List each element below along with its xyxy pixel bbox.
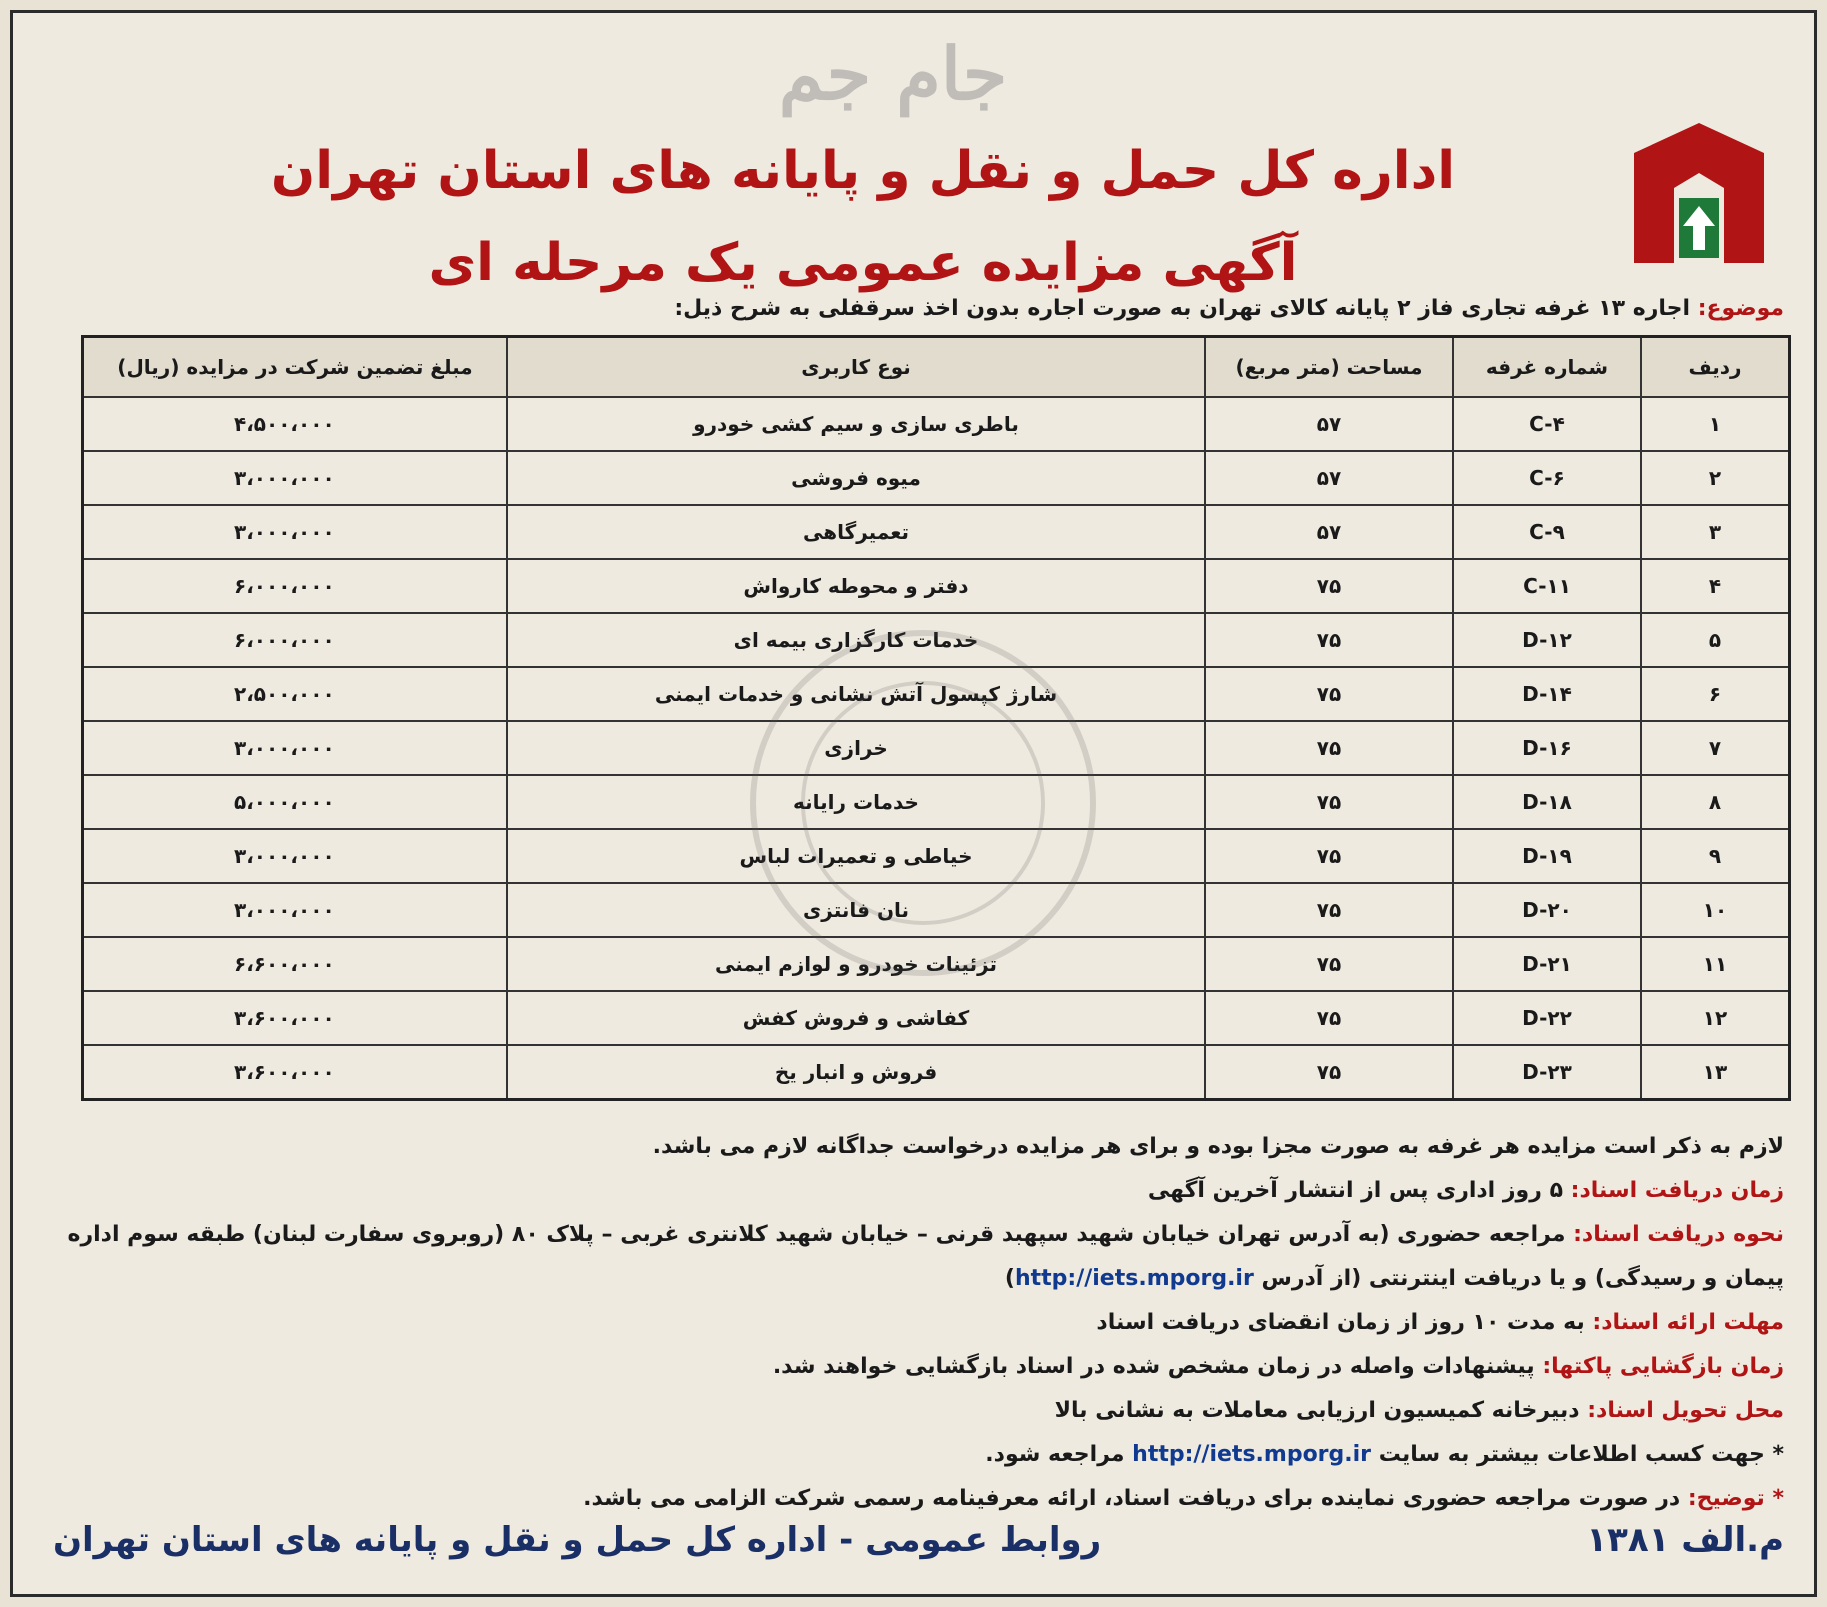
cell-guarantee-amount: ۳،۶۰۰،۰۰۰	[83, 1045, 508, 1100]
table-row	[83, 829, 1790, 883]
cell-usage-type: خیاطی و تعمیرات لباس	[507, 829, 1205, 883]
table-header-row	[83, 337, 1790, 398]
cell-guarantee-amount: ۵،۰۰۰،۰۰۰	[83, 775, 508, 829]
cell-area: ۷۵	[1205, 559, 1453, 613]
cell-usage-type: تعمیرگاهی	[507, 505, 1205, 559]
subject-line	[674, 296, 1784, 321]
organization-logo-icon	[1629, 118, 1769, 268]
cell-row-number: ۱	[1641, 397, 1790, 451]
table-row	[83, 1045, 1790, 1100]
table-row	[83, 667, 1790, 721]
cell-guarantee-amount: ۳،۰۰۰،۰۰۰	[83, 829, 508, 883]
notes-section	[43, 1125, 1784, 1521]
page-subtitle: آگهی مزایده عمومی یک مرحله ای	[428, 233, 1298, 293]
footer	[53, 1520, 1784, 1580]
cell-row-number: ۴	[1641, 559, 1790, 613]
cell-guarantee-amount: ۳،۰۰۰،۰۰۰	[83, 451, 508, 505]
cell-booth-number: D-۲۱	[1453, 937, 1641, 991]
note-website	[43, 1433, 1784, 1477]
table-body	[83, 397, 1790, 1100]
table-row	[83, 883, 1790, 937]
cell-guarantee-amount: ۳،۰۰۰،۰۰۰	[83, 721, 508, 775]
cell-usage-type: باطری سازی و سیم کشی خودرو	[507, 397, 1205, 451]
note-remark	[43, 1477, 1784, 1521]
cell-row-number: ۱۱	[1641, 937, 1790, 991]
cell-usage-type: شارژ کپسول آتش نشانی و خدمات ایمنی	[507, 667, 1205, 721]
cell-usage-type: تزئینات خودرو و لوازم ایمنی	[507, 937, 1205, 991]
advertisement-frame	[10, 10, 1817, 1597]
cell-row-number: ۳	[1641, 505, 1790, 559]
table-row	[83, 505, 1790, 559]
cell-booth-number: C-۱۱	[1453, 559, 1641, 613]
cell-row-number: ۸	[1641, 775, 1790, 829]
table-row	[83, 775, 1790, 829]
cell-area: ۷۵	[1205, 775, 1453, 829]
subject-text: اجاره ۱۳ غرفه تجاری فاز ۲ پایانه کالای تهران به صورت اجاره بدون اخذ سرقفلی به شرح ذیل:	[674, 296, 1698, 321]
cell-guarantee-amount: ۶،۶۰۰،۰۰۰	[83, 937, 508, 991]
cell-booth-number: C-۴	[1453, 397, 1641, 451]
table-row	[83, 721, 1790, 775]
cell-usage-type: خدمات کارگزاری بیمه ای	[507, 613, 1205, 667]
cell-usage-type: خدمات رایانه	[507, 775, 1205, 829]
cell-booth-number: D-۱۹	[1453, 829, 1641, 883]
table-row	[83, 937, 1790, 991]
note-submission-deadline	[43, 1301, 1784, 1345]
note-label: نحوه دریافت اسناد:	[1573, 1222, 1784, 1247]
table-row	[83, 613, 1790, 667]
cell-area: ۷۵	[1205, 1045, 1453, 1100]
cell-area: ۵۷	[1205, 505, 1453, 559]
cell-row-number: ۶	[1641, 667, 1790, 721]
notes-intro: لازم به ذکر است مزایده هر غرفه به صورت مجزا بوده و برای هر مزایده درخواست جداگانه لازم می باشد.	[652, 1134, 1784, 1159]
cell-usage-type: میوه فروشی	[507, 451, 1205, 505]
table-row	[83, 397, 1790, 451]
public-relations-signature: روابط عمومی - اداره کل حمل و نقل و پایانه های استان تهران	[53, 1520, 1102, 1560]
cell-guarantee-amount: ۶،۰۰۰،۰۰۰	[83, 559, 508, 613]
column-header-guarantee-amount: مبلغ تضمین شرکت در مزایده (ریال)	[83, 337, 508, 398]
cell-booth-number: D-۱۴	[1453, 667, 1641, 721]
note-text: ۵ روز اداری پس از انتشار آخرین آگهی	[1147, 1178, 1571, 1203]
cell-area: ۷۵	[1205, 613, 1453, 667]
page-title: اداره کل حمل و نقل و پایانه های استان تهران	[270, 141, 1456, 201]
column-header-row-number: ردیف	[1641, 337, 1790, 398]
cell-row-number: ۵	[1641, 613, 1790, 667]
cell-usage-type: دفتر و محوطه کارواش	[507, 559, 1205, 613]
note-label: زمان بازگشایی پاکتها:	[1542, 1354, 1784, 1379]
cell-booth-number: D-۲۳	[1453, 1045, 1641, 1100]
cell-booth-number: D-۲۰	[1453, 883, 1641, 937]
note-opening-time	[43, 1345, 1784, 1389]
note-delivery-place	[43, 1389, 1784, 1433]
cell-row-number: ۱۳	[1641, 1045, 1790, 1100]
note-label: زمان دریافت اسناد:	[1570, 1178, 1784, 1203]
note-label: محل تحویل اسناد:	[1587, 1398, 1784, 1423]
note-text-after: مراجعه شود.	[985, 1442, 1133, 1467]
cell-area: ۵۷	[1205, 397, 1453, 451]
cell-booth-number: C-۶	[1453, 451, 1641, 505]
note-documents-method	[43, 1213, 1784, 1301]
column-header-area: مساحت (متر مربع)	[1205, 337, 1453, 398]
booths-table	[81, 335, 1791, 1101]
note-documents-time	[43, 1169, 1784, 1213]
cell-usage-type: نان فانتزی	[507, 883, 1205, 937]
cell-row-number: ۹	[1641, 829, 1790, 883]
cell-booth-number: D-۲۲	[1453, 991, 1641, 1045]
note-text: پیشنهادات واصله در زمان مشخص شده در اسناد بازگشایی خواهند شد.	[772, 1354, 1543, 1379]
cell-area: ۷۵	[1205, 883, 1453, 937]
cell-row-number: ۲	[1641, 451, 1790, 505]
cell-guarantee-amount: ۳،۰۰۰،۰۰۰	[83, 883, 508, 937]
note-text: در صورت مراجعه حضوری نماینده برای دریافت اسناد، ارائه معرفینامه رسمی شرکت الزامی می باشد.	[583, 1486, 1688, 1511]
note-label: مهلت ارائه اسناد:	[1592, 1310, 1784, 1335]
newspaper-masthead: جام جم	[778, 30, 1008, 116]
cell-area: ۷۵	[1205, 721, 1453, 775]
note-text: دبیرخانه کمیسیون ارزیابی معاملات به نشانی بالا	[1054, 1398, 1588, 1423]
cell-guarantee-amount: ۳،۰۰۰،۰۰۰	[83, 505, 508, 559]
ad-code: م.الف ۱۳۸۱	[1586, 1520, 1784, 1560]
cell-area: ۷۵	[1205, 991, 1453, 1045]
cell-booth-number: C-۹	[1453, 505, 1641, 559]
cell-booth-number: D-۱۶	[1453, 721, 1641, 775]
cell-row-number: ۱۲	[1641, 991, 1790, 1045]
cell-guarantee-amount: ۲،۵۰۰،۰۰۰	[83, 667, 508, 721]
column-header-booth-number: شماره غرفه	[1453, 337, 1641, 398]
note-text: مراجعه حضوری (به آدرس تهران خیابان شهید سپهبد قرنی – خیابان شهید کلانتری غربی – پلاک ۸۰ (روبروی سفارت لبنان) طبقه سوم اداره پیمان و رسیدگی) و یا دریافت اینترنتی (از آدرس	[67, 1222, 1784, 1291]
note-text-after: )	[1004, 1266, 1015, 1291]
cell-usage-type: خرازی	[507, 721, 1205, 775]
note-label: * توضیح:	[1687, 1486, 1784, 1511]
table-row	[83, 451, 1790, 505]
cell-guarantee-amount: ۴،۵۰۰،۰۰۰	[83, 397, 508, 451]
cell-booth-number: D-۱۸	[1453, 775, 1641, 829]
iets-link[interactable]: http://iets.mporg.ir	[1014, 1266, 1254, 1291]
cell-area: ۷۵	[1205, 667, 1453, 721]
cell-guarantee-amount: ۳،۶۰۰،۰۰۰	[83, 991, 508, 1045]
column-header-usage-type: نوع کاربری	[507, 337, 1205, 398]
table-row	[83, 559, 1790, 613]
subject-label: موضوع:	[1697, 296, 1784, 321]
cell-area: ۵۷	[1205, 451, 1453, 505]
table-row	[83, 991, 1790, 1045]
cell-guarantee-amount: ۶،۰۰۰،۰۰۰	[83, 613, 508, 667]
note-text: به مدت ۱۰ روز از زمان انقضای دریافت اسناد	[1096, 1310, 1593, 1335]
note-text: * جهت کسب اطلاعات بیشتر به سایت	[1371, 1442, 1784, 1467]
cell-area: ۷۵	[1205, 829, 1453, 883]
cell-booth-number: D-۱۲	[1453, 613, 1641, 667]
cell-area: ۷۵	[1205, 937, 1453, 991]
cell-usage-type: فروش و انبار یخ	[507, 1045, 1205, 1100]
cell-usage-type: کفاشی و فروش کفش	[507, 991, 1205, 1045]
website-link[interactable]: http://iets.mporg.ir	[1132, 1442, 1372, 1467]
cell-row-number: ۱۰	[1641, 883, 1790, 937]
cell-row-number: ۷	[1641, 721, 1790, 775]
